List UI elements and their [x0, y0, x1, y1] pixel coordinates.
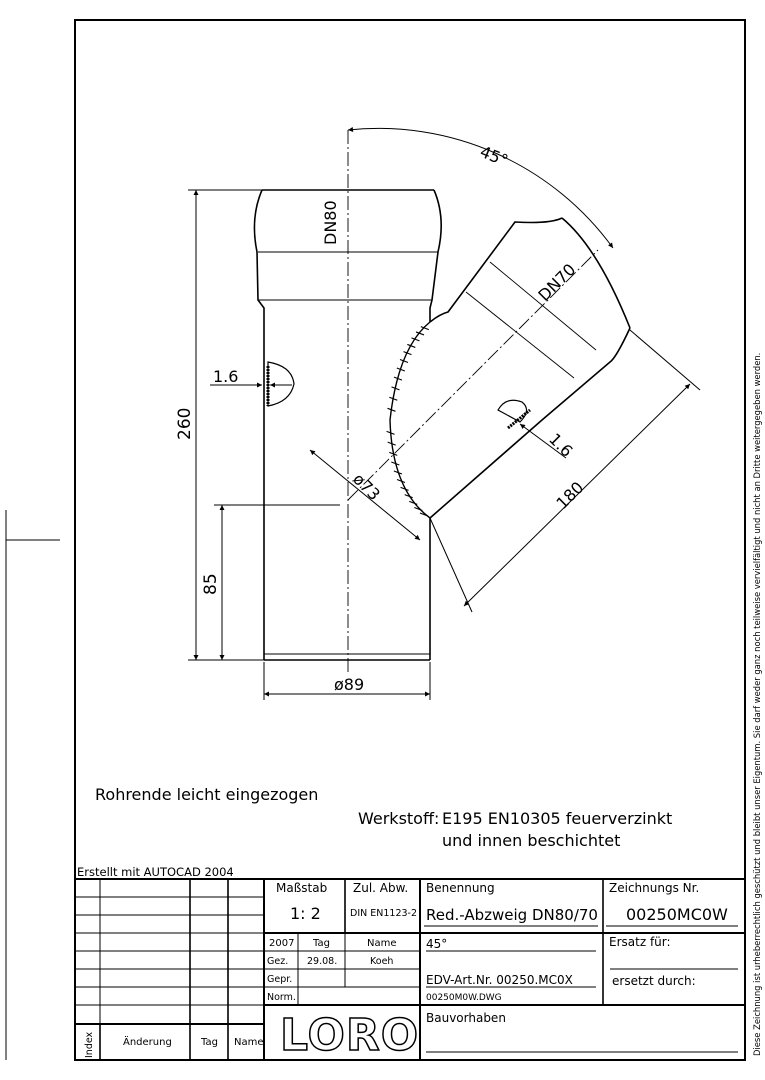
name-header: Name	[367, 938, 397, 949]
gepr-label: Gepr.	[267, 974, 293, 985]
zeichnungs-nr-value: 00250MC0W	[626, 905, 728, 924]
dn-main-label: DN80	[321, 200, 340, 245]
index-label: Index	[84, 1031, 95, 1058]
branch-height-dimension	[214, 505, 340, 660]
sheet-frame	[75, 20, 745, 1060]
copyright-side-text: Diese Zeichnung ist urheberrechtlich geschützt und bleibt unser Eigentum. Sie darf weder ganz noch teilweise vervielfältigt und nicht an Dritte weitergegeben werden.	[752, 352, 762, 1056]
norm-label: Norm.	[267, 992, 296, 1003]
year: 2007	[269, 938, 295, 949]
wall-thickness-label-branch: 1.6	[545, 429, 577, 461]
height-label: 260	[175, 407, 195, 440]
dwg-file: 00250M0W.DWG	[426, 993, 502, 1003]
branch-pipe	[390, 218, 630, 518]
wall-thickness-label-left: 1.6	[213, 367, 239, 386]
ersetzt-durch: ersetzt durch:	[612, 974, 696, 988]
height-dimension	[188, 190, 264, 660]
massstab-value: 1: 2	[290, 904, 321, 923]
note-werkstoff-label: Werkstoff:	[358, 809, 440, 828]
zeichnungs-nr-label: Zeichnungs Nr.	[609, 881, 700, 895]
zul-abw-label: Zul. Abw.	[353, 881, 409, 895]
wall-detail-branch	[498, 400, 527, 422]
branch-length-dimension	[430, 330, 700, 612]
aenderung-label: Änderung	[123, 1037, 172, 1048]
name-label: Name	[234, 1037, 264, 1048]
angle-label: 45°	[477, 141, 511, 171]
created-with: Erstellt mit AUTOCAD 2004	[77, 865, 234, 879]
edv-art-nr: EDV-Art.Nr. 00250.MC0X	[426, 973, 573, 987]
wall-detail-left	[268, 362, 294, 406]
weld-seam-marks	[387, 327, 429, 516]
benennung-label: Benennung	[426, 881, 495, 895]
branch-diameter-label: ø73	[349, 469, 384, 505]
massstab-label: Maßstab	[276, 881, 328, 895]
note-werkstoff-line2: und innen beschichtet	[442, 831, 621, 850]
gez-name: Koeh	[370, 956, 394, 967]
tag-header: Tag	[313, 938, 330, 949]
note-rohrende: Rohrende leicht eingezogen	[95, 785, 319, 804]
gez-label: Gez.	[267, 956, 289, 967]
angle-dimension-arc	[348, 128, 613, 248]
dn-branch-label: DN70	[534, 259, 580, 305]
angle-value: 45°	[426, 937, 448, 951]
tag-label: Tag	[201, 1037, 218, 1048]
branch-height-label: 85	[201, 573, 221, 595]
diameter-label: ø89	[334, 675, 365, 694]
ersatz-fuer: Ersatz für:	[609, 935, 671, 949]
branch-length-label: 180	[552, 477, 588, 513]
note-werkstoff-line1: E195 EN10305 feuerverzinkt	[442, 809, 673, 828]
zul-abw-value: DIN EN1123-2	[350, 908, 418, 919]
bauvorhaben: Bauvorhaben	[426, 1011, 506, 1025]
gez-date: 29.08.	[307, 956, 338, 967]
benennung-value: Red.-Abzweig DN80/70	[426, 906, 598, 924]
loro-logo: LORO	[280, 1010, 420, 1061]
